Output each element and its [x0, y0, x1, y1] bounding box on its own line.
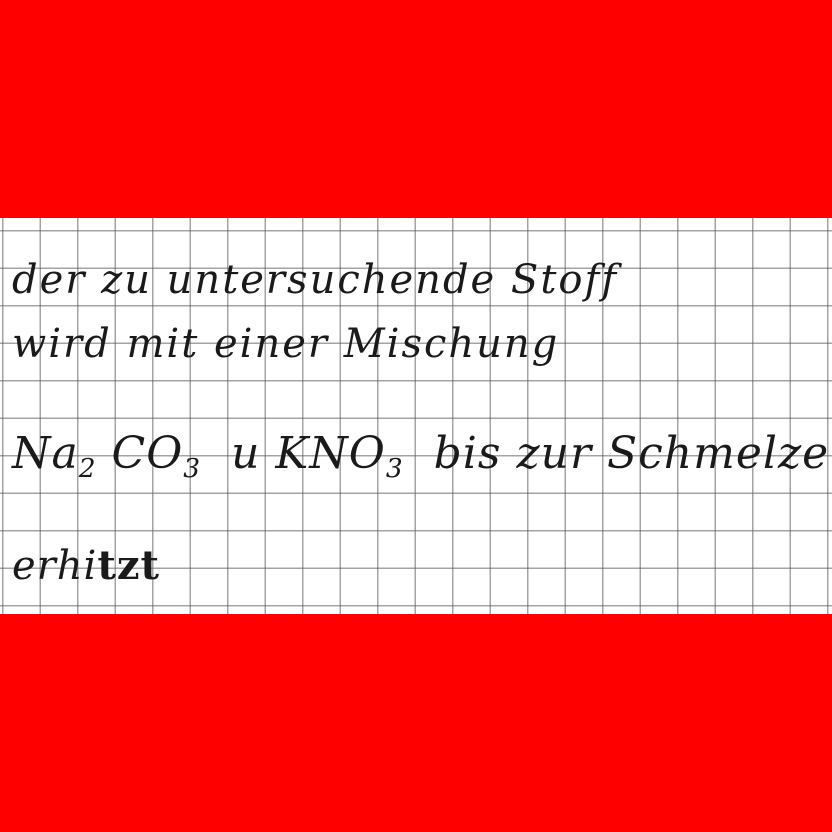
and-word: u	[231, 428, 261, 479]
potassium-nitrate-symbol: KNO	[275, 428, 386, 479]
note-line-4	[12, 542, 161, 589]
note-line-3-rest: bis zur Schmelze	[433, 428, 830, 479]
sodium-symbol: Na	[12, 428, 79, 479]
note-line-4-bold-end: tzt	[97, 542, 161, 589]
note-line-3-formula	[12, 428, 830, 485]
note-line-4-start: erhi	[12, 543, 98, 589]
carbonate-symbol: CO	[111, 428, 184, 479]
note-line-2: wird mit einer Mischung	[12, 321, 560, 367]
red-band-bottom	[0, 614, 832, 832]
grid-paper-note	[0, 218, 832, 614]
note-line-1: der zu untersuchende Stoff	[12, 257, 619, 303]
nitrate-subscript: 3	[385, 453, 404, 485]
carbonate-subscript: 3	[183, 453, 202, 485]
sodium-subscript: 2	[78, 453, 97, 485]
red-band-top	[0, 0, 832, 218]
